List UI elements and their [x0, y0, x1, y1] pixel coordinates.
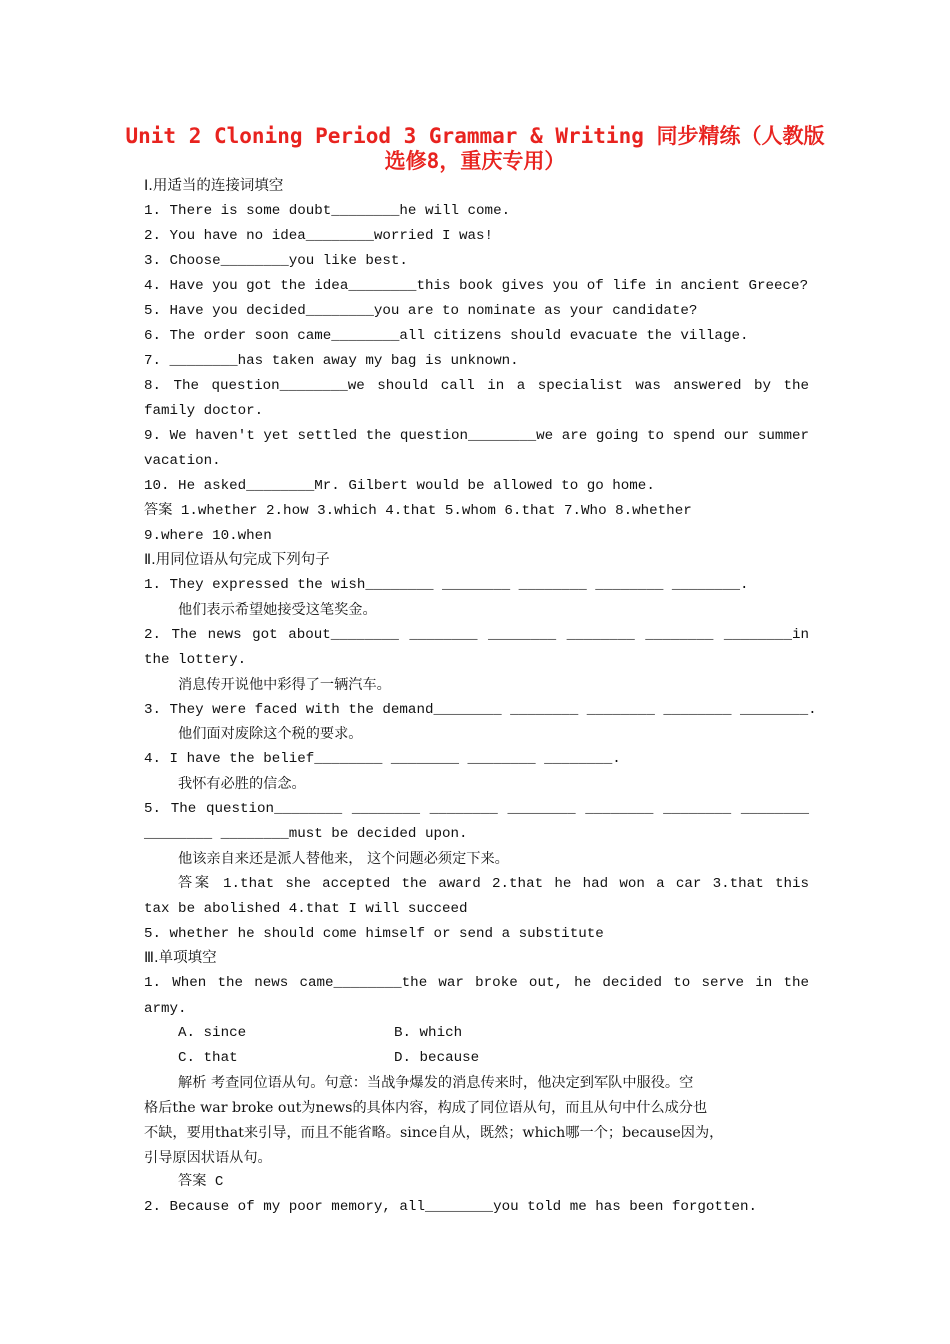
s3-q1-answer: 答案 C: [178, 1174, 224, 1190]
s2-item-3-translation: 他们面对废除这个税的要求。: [178, 726, 363, 742]
section1-heading: Ⅰ.用适当的连接词填空: [144, 178, 284, 194]
s3-q1-analysis-line4: 引导原因状语从句。: [144, 1150, 272, 1166]
s2-answers-line2: tax be abolished 4.that I will succeed: [144, 901, 468, 917]
s3-q1-option-c: C. that: [178, 1050, 238, 1066]
s3-q1-option-b: B. which: [394, 1025, 463, 1041]
s2-item-5: 5. The question________ ________ ________ ________ ________ ________ ________: [144, 801, 809, 817]
s1-answers-line1: 答案 1.whether 2.how 3.which 4.that 5.whom 6.that 7.Who 8.whether: [144, 503, 692, 519]
s2-item-4: 4. I have the belief________ ________ ________ ________.: [144, 751, 621, 767]
s1-item-6: 6. The order soon came________all citizens should evacuate the village.: [144, 328, 749, 344]
s2-item-1: 1. They expressed the wish________ ________ ________ ________ ________.: [144, 577, 749, 593]
s2-item-4-translation: 我怀有必胜的信念。: [178, 776, 306, 792]
s1-item-9: 9. We haven't yet settled the question________we are going to spend our summer: [144, 428, 809, 444]
s1-item-10: 10. He asked________Mr. Gilbert would be allowed to go home.: [144, 478, 655, 494]
s1-answers-line2: 9.where 10.when: [144, 528, 272, 544]
s3-q2: 2. Because of my poor memory, all________you told me has been forgotten.: [144, 1199, 757, 1215]
s3-q1: 1. When the news came________the war broke out, he decided to serve in the: [144, 975, 809, 991]
s2-item-5-translation: 他该亲自来还是派人替他来， 这个问题必须定下来。: [178, 851, 509, 867]
s2-item-2-cont: the lottery.: [144, 652, 247, 668]
document-title-line2: 选修8，重庆专用）: [384, 149, 566, 173]
s2-item-2-translation: 消息传开说他中彩得了一辆汽车。: [178, 677, 391, 693]
s1-item-7: 7. ________has taken away my bag is unknown.: [144, 353, 519, 369]
s2-item-3: 3. They were faced with the demand________ ________ ________ ________ ________.: [144, 702, 817, 718]
s1-item-2: 2. You have no idea________worried I was!: [144, 228, 494, 244]
s3-q1-analysis-line3: 不缺，要用that来引导，而且不能省略。since自从，既然；which哪一个；because因为，: [144, 1125, 724, 1141]
s1-item-8-cont: family doctor.: [144, 403, 264, 419]
s3-q1-cont: army.: [144, 1001, 187, 1017]
document-title-line1: Unit 2 Cloning Period 3 Grammar & Writing 同步精练（人教版: [125, 124, 825, 148]
section3-heading: Ⅲ.单项填空: [144, 950, 217, 966]
s3-q1-analysis-line1: 解析 考查同位语从句。句意：当战争爆发的消息传来时，他决定到军队中服役。空: [178, 1075, 694, 1091]
s3-q1-analysis-line2: 格后the war broke out为news的具体内容，构成了同位语从句，而且从句中什么成分也: [144, 1100, 708, 1116]
s2-item-5-cont: ________ ________must be decided upon.: [144, 826, 468, 842]
s2-item-1-translation: 他们表示希望她接受这笔奖金。: [178, 602, 377, 618]
s2-answers-line1: 答案 1.that she accepted the award 2.that he had won a car 3.that this: [178, 876, 809, 892]
section2-heading: Ⅱ.用同位语从句完成下列句子: [144, 552, 330, 568]
s1-item-3: 3. Choose________you like best.: [144, 253, 408, 269]
s2-item-2: 2. The news got about________ ________ ________ ________ ________ ________in: [144, 627, 809, 643]
s1-item-4: 4. Have you got the idea________this book gives you of life in ancient Greece?: [144, 278, 809, 294]
s3-q1-option-a: A. since: [178, 1025, 247, 1041]
s1-item-5: 5. Have you decided________you are to nominate as your candidate?: [144, 303, 698, 319]
s1-item-8: 8. The question________we should call in a specialist was answered by the: [144, 378, 809, 394]
s1-item-1: 1. There is some doubt________he will come.: [144, 203, 511, 219]
s1-item-9-cont: vacation.: [144, 453, 221, 469]
s3-q1-option-d: D. because: [394, 1050, 480, 1066]
s2-answers-line3: 5. whether he should come himself or send a substitute: [144, 926, 604, 942]
